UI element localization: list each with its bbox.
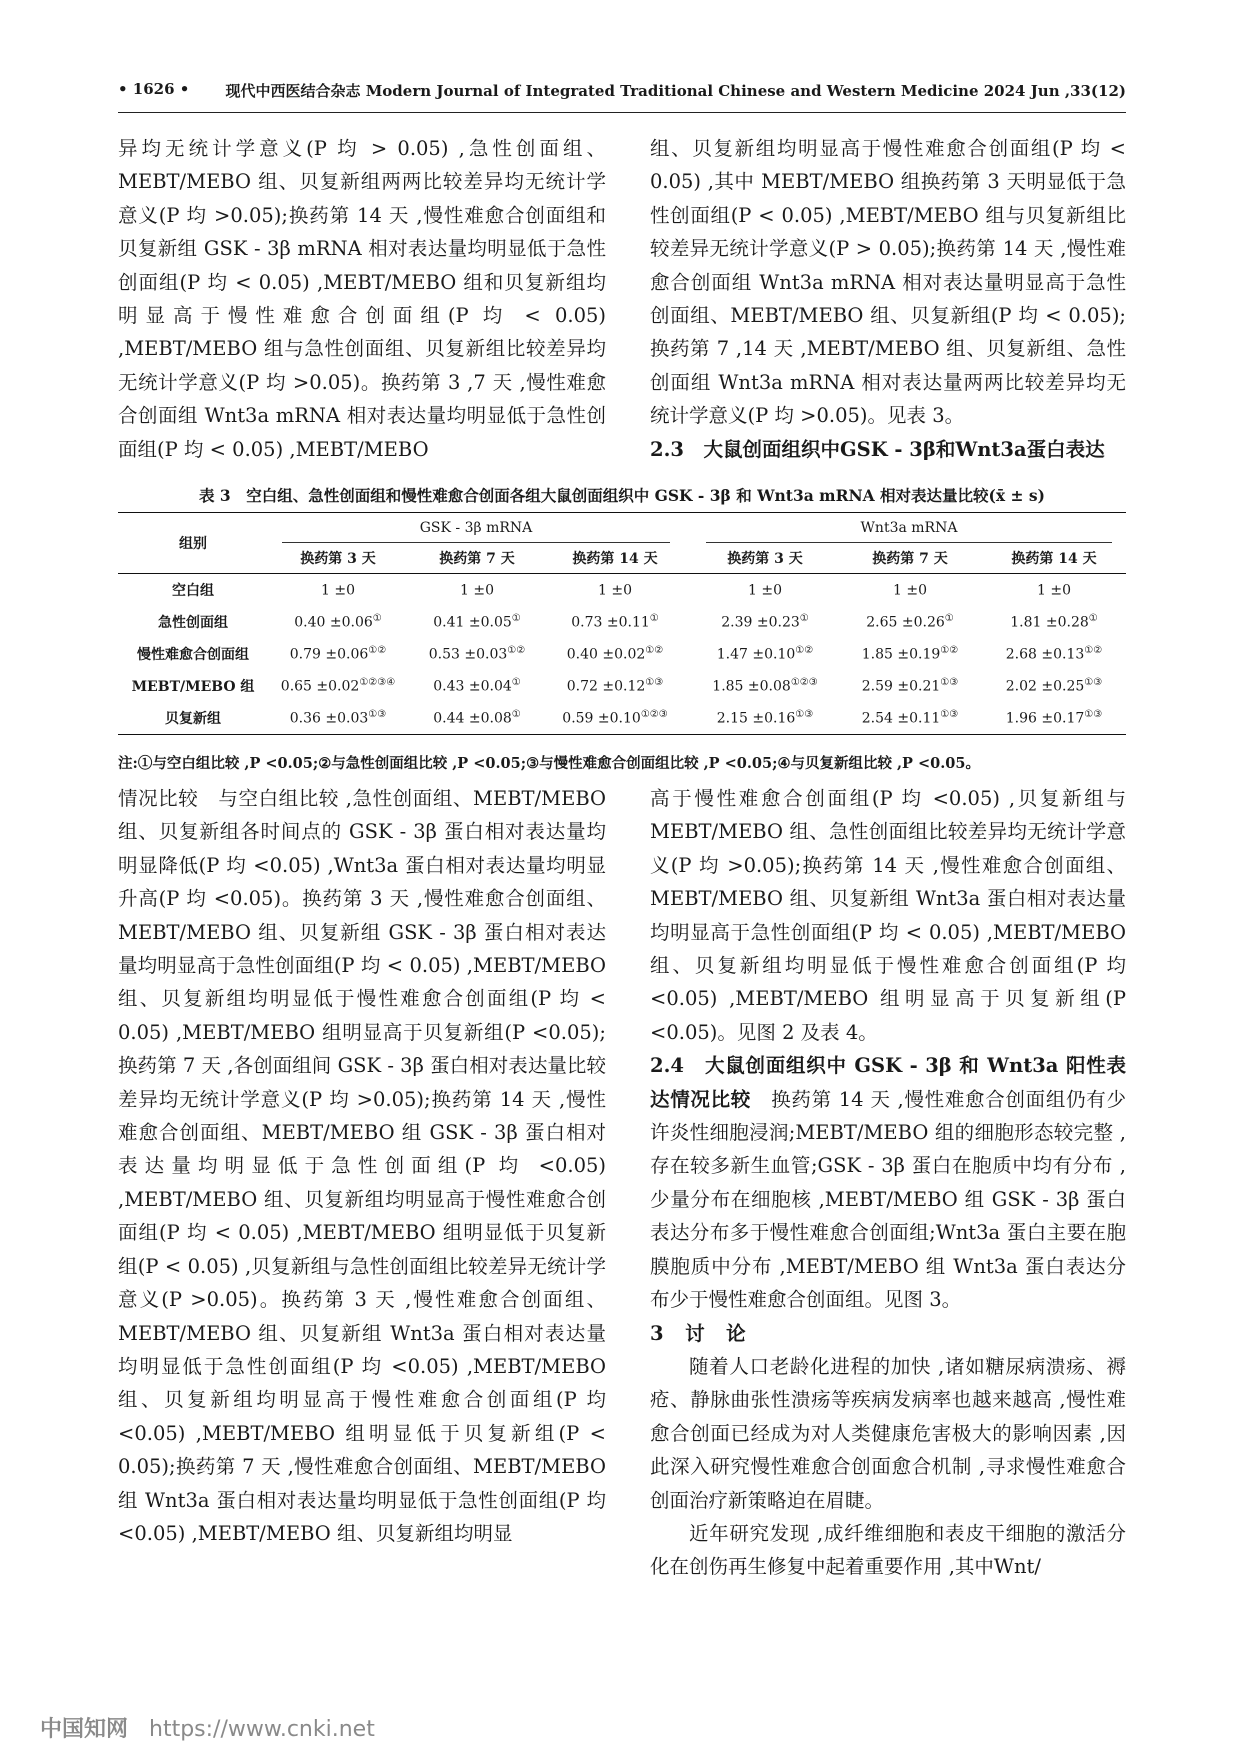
table-cell: 0.40 ±0.02①② <box>566 645 664 663</box>
table-cell: 1.85 ±0.19①② <box>861 645 959 663</box>
table-cell: 0.41 ±0.05① <box>433 613 521 631</box>
time-header: 换药第 3 天 <box>692 543 838 574</box>
table-cell: 1.47 ±0.10①② <box>716 645 814 663</box>
table-cell: 0.72 ±0.12①③ <box>566 677 664 695</box>
table-row <box>118 702 1126 735</box>
table-row <box>118 670 1126 702</box>
table-cell: 0.53 ±0.03①② <box>428 645 526 663</box>
cnki-logo: 中国知网 <box>40 1717 129 1742</box>
page-number: • 1626 • <box>118 80 190 98</box>
table-cell: 0.43 ±0.04① <box>433 677 521 695</box>
table-cell: 2.02 ±0.25①③ <box>1005 677 1103 695</box>
table-cell: 2.68 ±0.13①② <box>1005 645 1103 663</box>
body-paragraph: 组、贝复新组均明显高于慢性难愈合创面组(P 均 < 0.05) ,其中 MEBT/MEBO 组换药第 3 天明显低于急性创面组(P < 0.05) ,MEBT/MEBO 组与贝复新组比较差异无统计学意义(P > 0.05);换药第 14 天 ,慢性难愈合创面组 Wnt3a mRNA 相对表达量明显高于急性创面组、MEBT/MEBO 组、贝复新组(P 均 < 0.05);换药第 7 ,14 天 ,MEBT/MEBO 组、贝复新组、急性创面组 Wnt3a mRNA 相对表达量两两比较差异均无统计学意义(P 均 >0.05)。见表 3。 <box>650 137 1126 428</box>
section-title: 大鼠创面组织中GSK - 3β和Wnt3a蛋白表达 <box>703 437 1105 461</box>
table-cell: 1 ±0 <box>321 582 355 599</box>
section-title: 讨 论 <box>685 1321 747 1345</box>
wnt-header: Wnt3a mRNA <box>692 513 1126 544</box>
section-title: 大鼠创面组织中 GSK - 3β 和 Wnt3a 阳性表达情况比较 <box>650 1054 1126 1111</box>
time-header: 换药第 14 天 <box>982 543 1126 574</box>
running-header <box>118 72 1126 113</box>
table-cell: 2.65 ±0.26① <box>866 613 954 631</box>
right-column-bottom <box>650 782 1126 1646</box>
table-cell: 0.40 ±0.06① <box>294 613 382 631</box>
journal-title: 现代中西医结合杂志 Modern Journal of Integrated Traditional Chinese and Western Medicine 2024 Jun ,33(12) <box>225 82 1126 100</box>
table-cell: 0.79 ±0.06①② <box>289 645 387 663</box>
table-row <box>118 606 1126 638</box>
row-label: 贝复新组 <box>118 702 268 735</box>
group-header: 组别 <box>118 513 268 574</box>
section-number: 2.4 <box>650 1054 684 1078</box>
time-header: 换药第 14 天 <box>546 543 684 574</box>
site-link[interactable]: https://www.cnki.net <box>149 1717 375 1742</box>
row-label: 急性创面组 <box>158 615 228 631</box>
time-header: 换药第 3 天 <box>268 543 408 574</box>
time-header: 换药第 7 天 <box>838 543 982 574</box>
body-paragraph: 异均无统计学意义(P 均 > 0.05) ,急性创面组、MEBT/MEBO 组、贝复新组两两比较差异均无统计学意义(P 均 >0.05);换药第 14 天 ,慢性难愈合创面组和贝复新组 GSK - 3β mRNA 相对表达量均明显低于急性创面组(P 均 < 0.05) ,MEBT/MEBO 组和贝复新组均明显高于慢性难愈合创面组(P 均 < 0.05) ,MEBT/MEBO 组与急性创面组、贝复新组比较差异均无统计学意义(P 均 >0.05)。换药第 3 ,7 天 ,慢性难愈合创面组 Wnt3a mRNA 相对表达量均明显低于急性创面组(P 均 < 0.05) ,MEBT/MEBO <box>118 137 606 461</box>
row-label: 空白组 <box>172 583 214 599</box>
table-cell: 2.15 ±0.16①③ <box>692 702 838 735</box>
table-cell: 0.65 ±0.02①②③④ <box>280 677 396 695</box>
section-heading-3 <box>650 1317 1126 1350</box>
table-cell: 1 ±0 <box>1037 582 1071 599</box>
section-number: 3 <box>650 1321 665 1345</box>
table-cell: 0.44 ±0.08① <box>408 702 546 735</box>
table-cell: 2.59 ±0.21①③ <box>861 677 959 695</box>
table-cell: 0.36 ±0.03①③ <box>268 702 408 735</box>
body-paragraph: 近年研究发现 ,成纤维细胞和表皮干细胞的激活分化在创伤再生修复中起着重要作用 ,其中Wnt/ <box>650 1521 1126 1579</box>
body-paragraph: 高于慢性难愈合创面组(P 均 <0.05) ,贝复新组与 MEBT/MEBO 组、急性创面组比较差异均无统计学意义(P 均 >0.05);换药第 14 天 ,慢性难愈合创面组、MEBT/MEBO 组、贝复新组 Wnt3a 蛋白相对表达量均明显高于急性创面组(P 均 < 0.05) ,MEBT/MEBO 组、贝复新组均明显低于慢性难愈合创面组(P 均 <0.05) ,MEBT/MEBO 组明显高于贝复新组(P <0.05)。见图 2 及表 4。 <box>650 787 1126 1044</box>
table-row <box>118 638 1126 670</box>
table-cell: 1 ±0 <box>748 582 782 599</box>
section-heading-2-3 <box>650 433 1126 466</box>
footer-watermark <box>40 1712 375 1743</box>
table-cell: 1.96 ±0.17①③ <box>982 702 1126 735</box>
gsk-header: GSK - 3β mRNA <box>268 513 684 544</box>
left-column-bottom <box>118 782 606 1646</box>
table-cell: 0.59 ±0.10①②③ <box>546 702 684 735</box>
section-text: 换药第 14 天 ,慢性难愈合创面组仍有少许炎性细胞浸润;MEBT/MEBO 组的细胞形态较完整 ,存在较多新生血管;GSK - 3β 蛋白在胞质中均有分布 ,少量分布在细胞核 ,MEBT/MEBO 组 GSK - 3β 蛋白表达分布多于慢性难愈合创面组;Wnt3a 蛋白主要在胞膜胞质中分布 ,MEBT/MEBO 组 Wnt3a 蛋白表达分布少于慢性难愈合创面组。见图 3。 <box>650 1087 1126 1312</box>
table-cell: 2.54 ±0.11①③ <box>838 702 982 735</box>
table-row <box>118 574 1126 607</box>
table-caption: 表 3 空白组、急性创面组和慢性难愈合创面各组大鼠创面组织中 GSK - 3β 和 Wnt3a mRNA 相对表达量比较(x̄ ± s) <box>199 486 1045 505</box>
body-paragraph: 情况比较 与空白组比较 ,急性创面组、MEBT/MEBO 组、贝复新组各时间点的 GSK - 3β 蛋白相对表达量均明显降低(P 均 <0.05) ,Wnt3a 蛋白相对表达量均明显升高(P 均 <0.05)。换药第 3 天 ,慢性难愈合创面组、MEBT/MEBO 组、贝复新组 GSK - 3β 蛋白相对表达量均明显高于急性创面组(P 均 < 0.05) ,MEBT/MEBO 组、贝复新组均明显低于慢性难愈合创面组(P 均 < 0.05) ,MEBT/MEBO 组明显高于贝复新组(P <0.05);换药第 7 天 ,各创面组间 GSK - 3β 蛋白相对表达量比较差异均无统计学意义(P 均 >0.05);换药第 14 天 ,慢性难愈合创面组、MEBT/MEBO 组 GSK - 3β 蛋白相对表达量均明显低于急性创面组(P 均 <0.05) ,MEBT/MEBO 组、贝复新组均明显高于慢性难愈合创面组(P 均 < 0.05) ,MEBT/MEBO 组明显低于贝复新组(P < 0.05) ,贝复新组与急性创面组比较差异无统计学意义(P >0.05)。换药第 3 天 ,慢性难愈合创面组、MEBT/MEBO 组、贝复新组 Wnt3a 蛋白相对表达量均明显低于急性创面组(P 均 <0.05) ,MEBT/MEBO 组、贝复新组均明显高于慢性难愈合创面组(P 均 <0.05) ,MEBT/MEBO 组明显低于贝复新组(P < 0.05);换药第 7 天 ,慢性难愈合创面组、MEBT/MEBO 组 Wnt3a 蛋白相对表达量均明显低于急性创面组(P 均 <0.05) ,MEBT/MEBO 组、贝复新组均明显 <box>118 787 606 1545</box>
table-cell: 1.81 ±0.28① <box>1010 613 1098 631</box>
table-cell: 1.85 ±0.08①②③ <box>712 677 818 695</box>
table-3 <box>118 512 1126 735</box>
table-cell: 2.39 ±0.23① <box>721 613 809 631</box>
table-note: 注:①与空白组比较 ,P <0.05;②与急性创面组比较 ,P <0.05;③与慢性难愈合创面组比较 ,P <0.05;④与贝复新组比较 ,P <0.05。 <box>118 755 980 772</box>
section-number: 2.3 <box>650 437 684 461</box>
time-header: 换药第 7 天 <box>408 543 546 574</box>
table-cell: 1 ±0 <box>893 582 927 599</box>
table-cell: 1 ±0 <box>460 582 494 599</box>
row-label: MEBT/MEBO 组 <box>131 679 255 695</box>
section-2-4 <box>650 1049 1126 1316</box>
table-cell: 1 ±0 <box>598 582 632 599</box>
row-label: 慢性难愈合创面组 <box>137 647 249 663</box>
body-paragraph: 随着人口老龄化进程的加快 ,诸如糖尿病溃疡、褥疮、静脉曲张性溃疡等疾病发病率也越来越高 ,慢性难愈合创面已经成为对人类健康危害极大的影响因素 ,因此深入研究慢性难愈合创面愈合机制 ,寻求慢性难愈合创面治疗新策略迫在眉睫。 <box>650 1354 1126 1512</box>
table-cell: 0.73 ±0.11① <box>571 613 659 631</box>
left-column-top <box>118 132 606 472</box>
right-column-top <box>650 132 1126 472</box>
